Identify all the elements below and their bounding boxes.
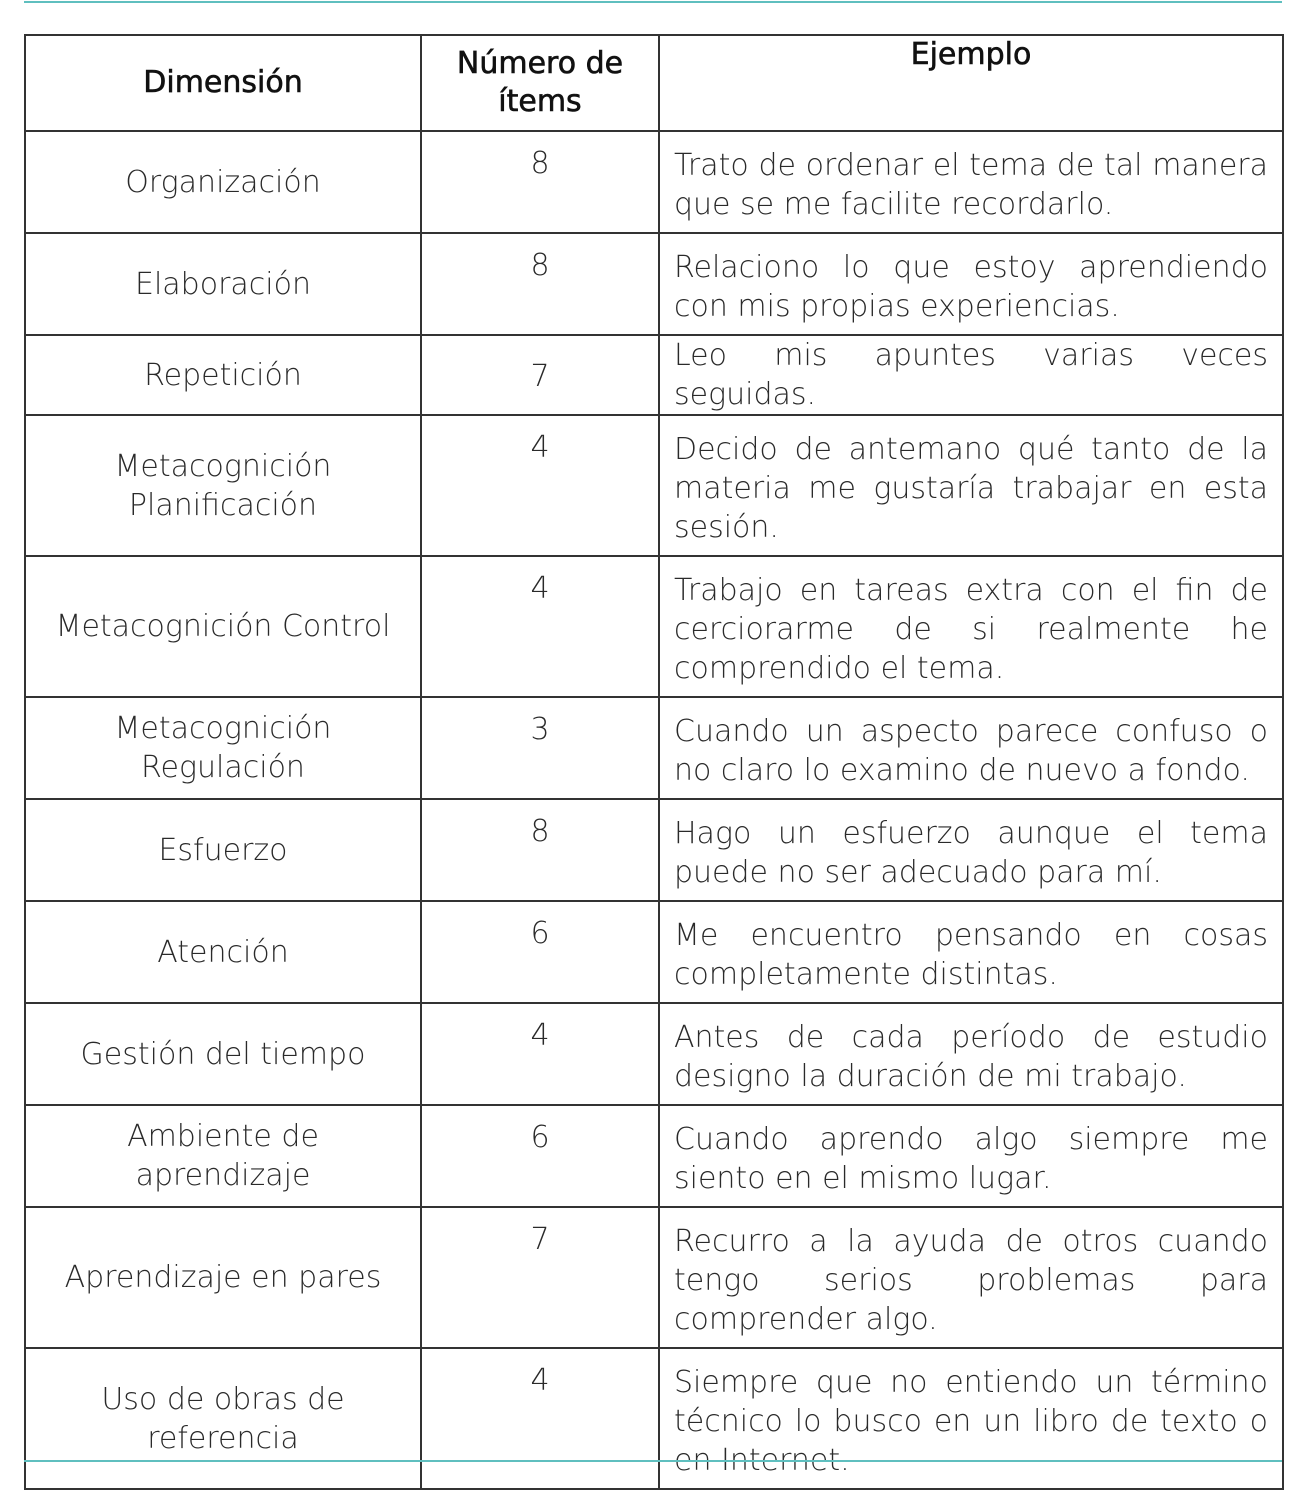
items-cell: 7 [421, 1207, 659, 1348]
items-cell: 6 [421, 1105, 659, 1207]
top-rule [24, 1, 1282, 3]
dimension-line1: Metacognición [114, 448, 332, 484]
items-cell: 6 [421, 901, 659, 1003]
items-cell: 8 [421, 233, 659, 335]
example-cell: Recurro a la ayuda de otros cuando tengo serios problemas para comprender algo. [659, 1207, 1283, 1348]
table-row [25, 556, 1283, 697]
header-items-line1: Número de [456, 46, 624, 81]
table-row [25, 1207, 1283, 1348]
items-cell: 4 [421, 415, 659, 556]
dimension-cell: Repetición [25, 335, 421, 415]
example-cell: Me encuentro pensando en cosas completamente distintas. [659, 901, 1283, 1003]
items-cell: 4 [421, 556, 659, 697]
table-row [25, 1348, 1283, 1489]
dimension-cell: Esfuerzo [25, 799, 421, 901]
bottom-rule [24, 1460, 1282, 1462]
example-cell: Siempre que no entiendo un término técnico lo busco en un libro de texto o en Internet. [659, 1348, 1283, 1489]
dimension-cell: Atención [25, 901, 421, 1003]
dimension-cell: Elaboración [25, 233, 421, 335]
example-cell: Relaciono lo que estoy aprendiendo con mis propias experiencias. [659, 233, 1283, 335]
dimension-cell [25, 697, 421, 799]
table-row [25, 335, 1283, 415]
dimensions-table [24, 34, 1284, 1490]
dimension-cell: Organización [25, 131, 421, 233]
dimension-cell: Metacognición Control [25, 556, 421, 697]
dimension-cell [25, 1105, 421, 1207]
items-cell: 4 [421, 1003, 659, 1105]
header-items [421, 35, 659, 131]
example-cell: Trato de ordenar el tema de tal manera que se me facilite recordarlo. [659, 131, 1283, 233]
items-cell: 8 [421, 799, 659, 901]
example-cell: Trabajo en tareas extra con el fin de cerciorarme de si realmente he comprendido el tema. [659, 556, 1283, 697]
example-cell: Decido de antemano qué tanto de la materia me gustaría trabajar en esta sesión. [659, 415, 1283, 556]
dimension-line2: referencia [147, 1420, 299, 1456]
items-cell: 7 [421, 335, 659, 415]
table-row [25, 233, 1283, 335]
table-row [25, 1003, 1283, 1105]
example-cell: Leo mis apuntes varias veces seguidas. [659, 335, 1283, 415]
dimension-line1: Uso de obras de [101, 1381, 345, 1417]
example-cell: Hago un esfuerzo aunque el tema puede no ser adecuado para mí. [659, 799, 1283, 901]
table-row [25, 697, 1283, 799]
header-items-line2: ítems [498, 84, 582, 119]
dimension-line1: Metacognición [114, 711, 332, 746]
dimension-line2: Planificación [128, 487, 318, 523]
table-row [25, 1105, 1283, 1207]
items-cell: 4 [421, 1348, 659, 1489]
example-cell: Antes de cada período de estudio designo la duración de mi trabajo. [659, 1003, 1283, 1105]
table-row [25, 415, 1283, 556]
header-dimension: Dimensión [25, 35, 421, 131]
dimension-cell [25, 1348, 421, 1489]
header-example: Ejemplo [659, 35, 1283, 131]
dimension-cell: Gestión del tiempo [25, 1003, 421, 1105]
example-cell: Cuando un aspecto parece confuso o no claro lo examino de nuevo a fondo. [659, 697, 1283, 799]
header-row [25, 35, 1283, 131]
dimension-line1: Ambiente de [127, 1119, 319, 1154]
dimension-cell [25, 415, 421, 556]
items-cell: 3 [421, 697, 659, 799]
table-row [25, 131, 1283, 233]
items-cell: 8 [421, 131, 659, 233]
example-cell: Cuando aprendo algo siempre me siento en el mismo lugar. [659, 1105, 1283, 1207]
table-row [25, 901, 1283, 1003]
table-row [25, 799, 1283, 901]
dimension-line2: Regulación [141, 750, 305, 785]
dimension-cell: Aprendizaje en pares [25, 1207, 421, 1348]
dimension-line2: aprendizaje [135, 1158, 311, 1193]
